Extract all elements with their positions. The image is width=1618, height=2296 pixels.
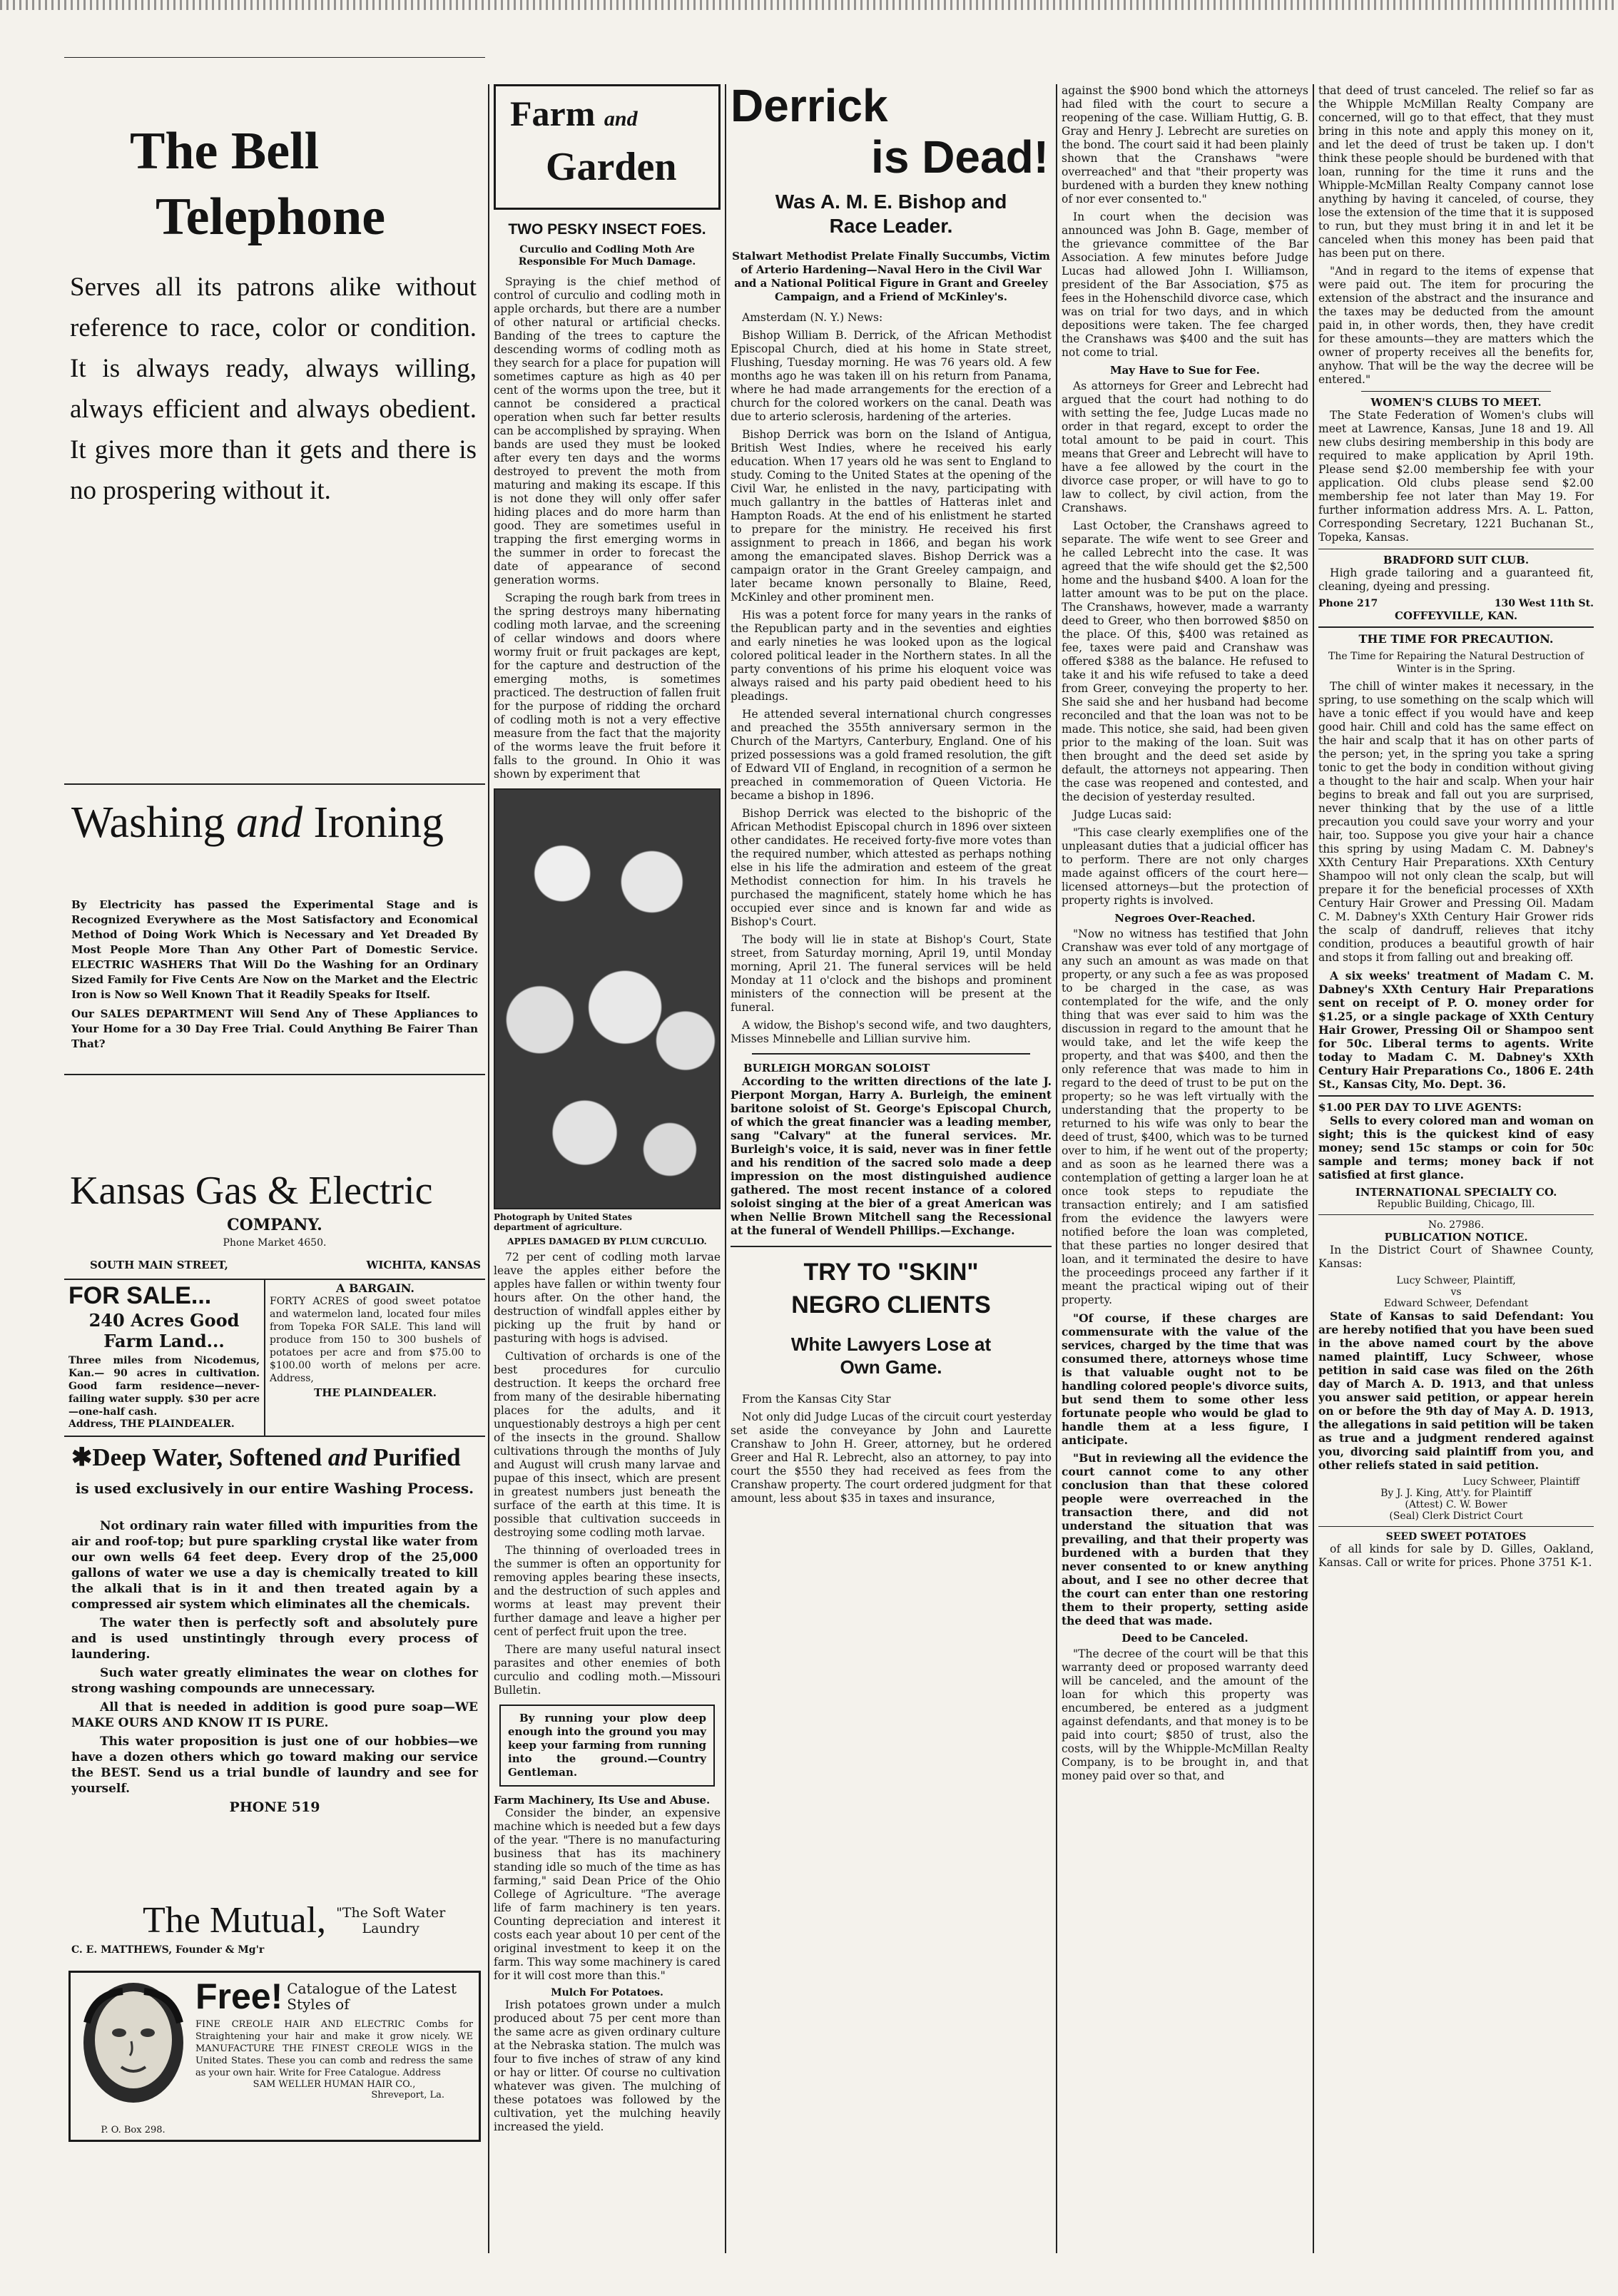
ad-bargain xyxy=(265,1280,485,1436)
derrick-paragraph: He attended several international church congresses and preached the 355th anniversary sermon in the Church of the Martyrs, Canterbury, England. One of his prized possessions was a gold framed resolution, the gift of Edward VII of England, in recognition of a sermon he preached in commemoration of Queen Victoria. He became a bishop in 1896. xyxy=(731,708,1052,802)
ad-kansas-phone: Phone Market 4650. xyxy=(223,1237,327,1249)
ad-mutual-tag-1: "The Soft Water xyxy=(336,1904,446,1921)
notice-signature: Lucy Schweer, Plaintiff xyxy=(1462,1476,1579,1488)
farm-box-note xyxy=(499,1705,715,1787)
ad-washing-title xyxy=(64,791,485,855)
court-paragraph: "But in reviewing all the evidence the court cannot come to any other conclusion than that these colored people were overreached in the transaction there, and did not understand the situation that was prevailing, and that their property was burdened with a burden that they never consented to or knew anything about, and I see no other decree that the court can enter than one restoring them to their property, setting aside the deed that was made. xyxy=(1062,1451,1308,1627)
ad-washing-paragraph: By Electricity has passed the Experimental Stage and is Recognized Everywhere as the Most Satisfactory and Economical Method of Doing Work Which is Necessary and Yet Dreaded By Most People More Than Any Other Part of Domestic Service. ELECTRIC WASHERS That Will Do the Washing for an Ordinary Sized Family for Five Cents Are Now on the Market and the Electric Iron is Now so Well Known That it Readily Speaks for Itself. xyxy=(71,898,478,1001)
ad-free-company: SAM WELLER HUMAN HAIR CO., xyxy=(253,2079,416,2090)
star-icon: ✱ xyxy=(71,1443,93,1471)
ad-kansas-address-row xyxy=(68,1259,481,1271)
farm-photo-caption: APPLES DAMAGED BY PLUM CURCULIO. xyxy=(507,1236,707,1246)
court-paragraph: "Of course, if these charges are commensurate with the value of the services, charged by the time that was consumed there, attorneys whose time is that valuable ought not to be handling colored people's divorce suits, but send them to some other less fortunate people who would be glad to handle them at a less figure, I anticipate. xyxy=(1062,1311,1308,1447)
farm-paragraph: Cultivation of orchards is one of the best procedures for curculio destruction. It keeps the orchard free from many of the desirable hibernating places for the adults, and it unquestionably destroys a high per cent of the insects in the ground. Shallow cultivations through the months of July and August will crush many larvae and pupae of this insect, which are present in greatest numbers just beneath the surface of the earth at this time. It is possible that cultivation succeeds in destroying some codling moth larvae. xyxy=(494,1350,721,1539)
ad-free-box: P. O. Box 298. xyxy=(101,2125,166,2135)
ad-water-title-a: Deep Water, Softened xyxy=(92,1443,328,1471)
ad-free-catalogue xyxy=(68,1971,481,2142)
agents-paragraph: Sells to every colored man and woman on sight; this is the quickest kind of easy money; send 15c stamps or coin for 50c sample and terms; money back if not satisfied at first glance. xyxy=(1318,1114,1594,1182)
decree-paragraph: "And in regard to the items of expense that were paid out. The item for procuring the extension of the abstract and the insurance and the taxes may be deducted from the amount paid in, in other words, then, they have credit for these amounts—they are matters which the owner of property receives all the benefits for, anyhow. That will be the way the decree will be entered." xyxy=(1318,265,1594,386)
derrick-subdeck: Stalwart Methodist Prelate Finally Succumbs, Victim of Arterio Hardening—Naval Hero in the Civil War and a National Political Figure in Grant and Greeley Campaign, and a Friend of McKinley's. xyxy=(732,250,1050,303)
ad-mutual-row xyxy=(71,1899,478,1941)
ad-mutual-founder: C. E. MATTHEWS, Founder & Mg'r xyxy=(71,1944,265,1956)
ad-for-sale xyxy=(64,1280,265,1436)
ad-kansas-address: SOUTH MAIN STREET, xyxy=(90,1259,228,1271)
notice-headline: PUBLICATION NOTICE. xyxy=(1384,1231,1528,1244)
farm-photo xyxy=(494,788,721,1209)
ad-for-sale-address: Address, THE PLAINDEALER. xyxy=(68,1418,235,1430)
divider xyxy=(1318,1526,1594,1527)
clubs-headline: WOMEN'S CLUBS TO MEET. xyxy=(1370,396,1542,409)
divider xyxy=(64,783,485,785)
court-paragraph: Last October, the Cranshaws agreed to separate. The wife went to see Greer and he called Lebrecht into the case. It was agreed that the wife should get the $2,500 home and the husband $400. A loan for the latter amount was to be put on the place. The Cranshaws, however, made a warranty deed to Greer, who then borrowed $850 on the place. Of this, $400 was retained as fee, taxes were paid and Cranshaw was offered $388 as the balance. He refused to take it and his wife refused to take a deed from Greer, conveying the property to her. She said she and her husband had become reconciled and that the loan was not to be made. This notice, she said, had been given prior to the making of the loan. Suit was then brought and the deed set aside by default, the attorneys not appearing. Then the case was reopened and contested, and the decision of yesterday resulted. xyxy=(1062,519,1308,803)
divider xyxy=(1318,626,1594,628)
court-paragraph: As attorneys for Greer and Lebrecht had argued that the court had nothing to do with setting the fee, Judge Lucas made no order in that regard, except to order the total amount to be paid in court. This means that Greer and Lebrecht will have to have a fee allowed by the court in the divorce case proper, or will have to go to law to collect, by civil action, from the Cranshaws. xyxy=(1062,380,1308,514)
portrait-illustration-icon xyxy=(80,1980,187,2115)
notice-body: State of Kansas to said Defendant: You are hereby notified that you have been sued in the above named court by the above named plaintiff, Lucy Schweer, whose petition in said case was filed on the 26th day of March A. D. 1913, and that unless you answer said petition, or appear herein on or before the 9th day of May A. D. 1913, the allegations in said petition will be taken as true and a judgment rendered against you, divorcing said plaintiff from you, and other reliefs stated in said petition. xyxy=(1318,1309,1594,1472)
suit-city: COFFEYVILLE, KAN. xyxy=(1394,609,1518,622)
notice-attest: (Attest) C. W. Bower xyxy=(1405,1499,1507,1510)
farm-machinery-head: Farm Machinery, Its Use and Abuse. xyxy=(494,1794,711,1807)
ad-for-sale-sub: 240 Acres Good xyxy=(88,1310,240,1331)
suit-address: 130 West 11th St. xyxy=(1494,598,1594,609)
ad-water-paragraph: Such water greatly eliminates the wear on clothes for strong washing compounds are unnecessary. xyxy=(71,1666,478,1696)
notice-vs: vs xyxy=(1450,1286,1462,1298)
ad-water-title xyxy=(71,1441,478,1474)
ad-mutual-tag-2: Laundry xyxy=(362,1920,419,1936)
burleigh-headline: BURLEIGH MORGAN SOLOIST xyxy=(743,1062,930,1075)
court-paragraph: Judge Lucas said: xyxy=(1073,808,1172,821)
farm-masthead-line2: Garden xyxy=(546,145,677,189)
derrick-paragraph: Amsterdam (N. Y.) News: xyxy=(742,311,883,324)
ad-mutual xyxy=(64,1885,485,1968)
derrick-paragraph: Bishop Derrick was elected to the bishopric of the African Methodist Episcopal church in 1896 over sixteen other candidates. He received forty-five more votes than the required number, which attested as perhaps nothing else in his life the admiration and esteem of the great Methodist connection for him. In his travels he purchased the magnificent, stately home which he has occupied ever since and is known far and wide as Bishop's Court. xyxy=(731,807,1052,928)
farm-masthead xyxy=(494,84,721,210)
farm-mulch-head: Mulch For Potatoes. xyxy=(551,1987,663,1998)
notice-defendant: Edward Schweer, Defendant xyxy=(1383,1298,1529,1309)
derrick-headline-2: is Dead! xyxy=(871,131,1049,183)
decree-paragraph: that deed of trust canceled. The relief so far as the Whipple McMillan Realty Company are concerned, will go to that effect, that they must bring in this note and apply this money on it, and let the deed of trust be taken up. I don't think these people should be burdened with that loan, running for the time it runs and the Whipple-McMillan Realty Company cannot lose anything by having it canceled, of course, they lose the extension of the time that it is supposed to run, but they must bring it in and let it be canceled when this money has been paid that has been put on there. xyxy=(1318,84,1594,260)
ad-water-title-c: Purified xyxy=(367,1443,461,1471)
column-rule xyxy=(725,84,726,2253)
ad-water-phone: PHONE 519 xyxy=(229,1799,320,1815)
ad-for-sale-sub: Farm Land... xyxy=(103,1331,225,1351)
farm-paragraph: Spraying is the chief method of control of curculio and codling moth in apple orchards, but there are a number of other natural or artificial checks. Banding of the trees to capture the descending worms of codling moth as they search for a place for pupation will sometimes capture as high as 40 per cent of the worms upon the tree, but it cannot be considered a practical operation when such far better results can be accomplished by spraying. When bands are used they must be looked after every ten days and the worms destroyed to prevent the moth from maturing and making its escape. If this is not done they will only offer safer hiding places and do more harm than good. They are sometimes useful in trapping the first emerging worms in the summer in order to forecast the date of appearance of second generation worms. xyxy=(494,275,721,586)
farm-masthead-word: Farm xyxy=(510,93,596,133)
ad-water-paragraph: The water then is perfectly soft and absolutely pure and is used unstintingly through every process of laundering. xyxy=(71,1616,478,1662)
ad-bell-body: Serves all its patrons alike without reference to race, color or condition. It is always ready, always willing, always efficient and always obedient. It gives more than it gets and there is no prospering without it. xyxy=(70,273,477,505)
court-paragraph: against the $900 bond which the attorneys had filed with the court to secure a reopening of the case. William Huttig, G. B. Gray and Henry J. Lebrecht are sureties on the bond. The court said it had been plainly shown that the Cranshaws "were overreached" and that "their property was burdened with a burden they knew nothing of nor ever consented to." xyxy=(1062,84,1308,205)
ad-bargain-body: FORTY ACRES of good sweet potatoe and watermelon land, located four miles from Topeka FOR SALE. This land will produce from 150 to 300 bushels of potatoes per acre and from $75.00 to $100.00 worth of melons per acre. Address, xyxy=(270,1296,481,1384)
divider xyxy=(1318,1214,1594,1215)
derrick-headline xyxy=(731,80,1052,183)
potatoes-paragraph: of all kinds for sale by D. Gilles, Oakland, Kansas. Call or write for prices. Phone 3751 K-1. xyxy=(1318,1543,1594,1569)
ad-free-portrait-col xyxy=(71,1973,195,2140)
ad-bell-title-line2: Telephone xyxy=(156,188,386,246)
derrick-deck xyxy=(731,190,1052,238)
ad-kansas-company-sub: COMPANY. xyxy=(227,1216,322,1234)
ad-water-title-b: and xyxy=(327,1443,367,1471)
misc-column xyxy=(1318,84,1594,2296)
farm-paragraph: Irish potatoes grown under a mulch produced about 75 per cent more than the same acre as given ordinary culture at the Nebraska station. The mulch was four to five inches of straw of any kind or hay or litter. Of course no cultivation whatever was given. The mulching of these potatoes was followed by the cultivation, yet the mulching heavily increased the yield. xyxy=(494,1998,721,2133)
suit-contact-row xyxy=(1318,598,1594,609)
ad-free-header xyxy=(195,1977,473,2016)
ad-mutual-name: The Mutual, xyxy=(143,1900,327,1941)
ad-free-text xyxy=(195,1973,479,2140)
skin-headline xyxy=(731,1256,1052,1321)
skin-paragraph: From the Kansas City Star xyxy=(742,1393,891,1406)
farm-headline: TWO PESKY INSECT FOES. xyxy=(508,221,706,238)
ad-water-body xyxy=(71,1518,478,1797)
ad-kansas-gas xyxy=(64,783,485,2142)
column-rule xyxy=(488,84,489,2253)
clubs-paragraph: The State Federation of Women's clubs will meet at Lawrence, Kansas, June 18 and 19. All new clubs desiring membership in this body are required to make application by April 19th. Please send $2.00 membership fee with your application. Old clubs please send $2.00 membership fee not later than May 19. For further information address Mrs. A. L. Patton, Corresponding Secretary, 1221 Buchanan St., Topeka, Kansas. xyxy=(1318,409,1594,544)
ad-bargain-address: THE PLAINDEALER. xyxy=(314,1386,437,1399)
ad-free-city: Shreveport, La. xyxy=(371,2090,444,2101)
farm-paragraph: The thinning of overloaded trees in the summer is often an opportunity for removing apples bearing these insects, and the destruction of such apples and worms at least may prevent their further damage and leave a higher per cent of perfect fruit upon the tree. xyxy=(494,1544,721,1638)
ad-washing-body xyxy=(71,898,478,1052)
ad-mutual-tag xyxy=(336,1905,445,1936)
derrick-headline-1: Derrick xyxy=(731,80,888,131)
farm-masthead-and: and xyxy=(604,107,638,131)
court-subhead: Deed to be Canceled. xyxy=(1121,1632,1248,1645)
agents-address: Republic Building, Chicago, Ill. xyxy=(1377,1199,1535,1210)
ad-water-sub: is used exclusively in our entire Washing Process. xyxy=(75,1480,474,1497)
farm-deck: Curculio and Codling Moth Are Responsible For Much Damage. xyxy=(518,244,696,268)
divider xyxy=(752,1053,1030,1055)
ad-for-sale-body: Three miles from Nicodemus, Kan.— 90 acres in cultivation. Good farm residence—never-failing water supply. $30 per acre—one-half cash. xyxy=(68,1355,260,1418)
derrick-column xyxy=(731,80,1052,2292)
court-subhead: May Have to Sue for Fee. xyxy=(1109,364,1260,377)
notice-attorney: By J. J. King, Att'y. for Plaintiff xyxy=(1380,1488,1532,1499)
notice-plaintiff: Lucy Schweer, Plaintiff, xyxy=(1396,1275,1516,1286)
column-rule xyxy=(1313,84,1314,2253)
ad-bargain-title: A BARGAIN. xyxy=(336,1281,414,1295)
skin-paragraph: Not only did Judge Lucas of the circuit court yesterday set aside the conveyance by John and Laurette Cranshaw to John H. Greer, attorney, but he ordered Greer and Hal R. Lebrecht, also an attorney, to pay into court the $550 they had received as fees from the Cranshaw property. The court ordered judgment for that amount, less about $35 in taxes and insurance, xyxy=(731,1411,1052,1505)
derrick-paragraph: A widow, the Bishop's second wife, and two daughters, Misses Minnebelle and Lillian survive him. xyxy=(731,1019,1052,1045)
agents-company: INTERNATIONAL SPECIALTY CO. xyxy=(1355,1186,1557,1199)
ad-washing-paragraph: Our SALES DEPARTMENT Will Send Any of These Appliances to Your Home for a 30 Day Free Trial. Could Anything Be Fairer Than That? xyxy=(71,1007,478,1050)
ad-water-paragraph: Not ordinary rain water filled with impurities from the air and roof-top; but pure sparkling crystal like water from our own wells 64 feet deep. Every drop of the 25,000 gallons of water we use a day is chemically treated to kill the alkali that is in it and then treated again by a compressed air system which eliminates all the chemicals. xyxy=(71,1519,478,1612)
time-paragraph: The chill of winter makes it necessary, in the spring, to use something on the scalp which will have a tonic effect if you would have and keep good hair. Chill and cold has the same effect on the hair and scalp that it has on other parts of the person; yet, in the spring you take a spring tonic to get the body in condition without giving a thought to the hair and scalp. When your hair begins to break and fall out you are surprised, never thinking that by the use of a little precaution you could save your worry and your hair, too. Suppose you give your hair a chance this spring by using Madam C. M. Dabney's XXth Century Hair Preparations. XXth Century Shampoo will not only clean the scalp, but will prepare it for the beneficial processes of XXth Century Hair Grower and Pressing Oil. Madam C. M. Dabney's XXth Century Hair Grower rids the scalp of dandruff, relieves that itchy condition, produces a beautiful growth of hair and stops it from falling out and breaking off. xyxy=(1318,680,1594,964)
court-subhead: Negroes Over-Reached. xyxy=(1114,912,1256,925)
newspaper-page xyxy=(64,41,1598,2267)
derrick-paragraph: His was a potent force for many years in the ranks of the Republican party and in the seventies and eighties and early nineties he was looked upon as the logical colored political leader in the Northern states. In all the party conventions of his prime his eloquent voice was always raised and his party paid obedient heed to his pleadings. xyxy=(731,609,1052,703)
potatoes-headline: SEED SWEET POTATOES xyxy=(1385,1531,1527,1543)
classified-row xyxy=(64,1280,485,1436)
apples-photo-icon xyxy=(495,790,719,1208)
farm-box-note-text: By running your plow deep enough into the ground you may keep your farming from running into the ground.—Country Gentleman. xyxy=(508,1712,706,1779)
column-rule xyxy=(1056,84,1057,2253)
skin-deck-2: Own Game. xyxy=(840,1356,942,1378)
farm-masthead-line1 xyxy=(503,91,711,142)
derrick-deck-2: Race Leader. xyxy=(829,215,953,237)
divider xyxy=(1361,391,1551,392)
ad-kansas-city: WICHITA, KANSAS xyxy=(366,1259,481,1271)
derrick-paragraph: The body will lie in state at Bishop's Court, State street, from Saturday morning, April 19, until Monday morning, April 21. The funeral services will be held Monday at 11 o'clock and the bishops and prominent ministers of the connection will be present at the funeral. xyxy=(731,933,1052,1014)
ad-water-paragraph: This water proposition is just one of our hobbies—we have a dozen others which go toward making our service the BEST. Send us a trial bundle of laundry and see for yourself. xyxy=(71,1734,478,1796)
ad-deep-water xyxy=(64,1437,485,1885)
farm-paragraph: Scraping the rough bark from trees in the spring destroys many hibernating codling moth larvae, and the screening of cellar windows and doors where wormy fruit or fruit packages are kept, for the capture and destruction of the emerging moths, is sometimes practiced. The destruction of fallen fruit for the purpose of ridding the orchard of codling moth is not a very effective measure from the fact that the majority of the worms leave the fruit before it falls to the ground. In Ohio it was shown by experiment that xyxy=(494,591,721,781)
notice-court: In the District Court of Shawnee County, Kansas: xyxy=(1318,1244,1594,1270)
skin-deck-1: White Lawyers Lose at xyxy=(790,1334,992,1355)
ad-washing-title-b: and xyxy=(235,798,302,847)
skin-headline-2: NEGRO CLIENTS xyxy=(791,1291,991,1319)
skin-headline-1: TRY TO "SKIN" xyxy=(803,1259,979,1286)
derrick-paragraph: Bishop William B. Derrick, of the African Methodist Episcopal Church, died at his home in State street, Flushing, Tuesday morning. He was 76 years old. A few months ago he was taken ill on his return from Panama, where he had made arrangements for the erection of a church for the colored workers on the canal. Death was due to arterio sclerosis, hardening of the arteries. xyxy=(731,329,1052,423)
skin-deck xyxy=(731,1333,1052,1378)
court-paragraph: "The decree of the court will be that this warranty deed or proposed warranty deed will be canceled, and the amount of the loan for which this property was encumbered, be entered as a judgment against defendants, and that money is to be paid into court; $850 of trust, also the costs, will by the Whipple-McMillan Realty Company, is to be brought in, and that money paid over so that, and xyxy=(1062,1647,1308,1782)
time-headline: THE TIME FOR PRECAUTION. xyxy=(1358,632,1554,646)
farm-paragraph: 72 per cent of codling moth larvae leave the apples either before the apples have fallen or within twenty four hours after. On the other hand, the destruction of windfall apples either by picking up the fruit by hand or pasturing with hogs is advised. xyxy=(494,1251,721,1345)
time-paragraph: A six weeks' treatment of Madam C. M. Dabney's XXth Century Hair Preparations sent on receipt of P. O. money order for $1.25, or a single package of XXth Century Hair Grower, Pressing Oil or Shampoo sent for 50c. Liberal terms to agents. Write today to Madam C. M. Dabney's XXth Century Hair Preparations Co., 1806 E. 24th St., Kansas City, Mo. Dept. 36. xyxy=(1318,969,1594,1091)
divider xyxy=(1318,1095,1594,1097)
notice-number: No. 27986. xyxy=(1428,1219,1485,1231)
ad-washing-title-c: Ironing xyxy=(302,798,444,847)
agents-headline: $1.00 PER DAY TO LIVE AGENTS: xyxy=(1318,1101,1522,1114)
derrick-paragraph: Bishop Derrick was born on the Island of Antigua, British West Indies, where he received his early education. When 17 years old he was sent to England to study. Coming to the United States at the opening of the Civil War, he enlisted in the navy, participating with much gallantry in the battles of Hatteras inlet and Hampton Roads. At the end of his enlistment he started to prepare for the ministry. He received his first assignment to preach in 1866, and began his work among the emancipated slaves. Bishop Derrick was a campaign orator in the Grant Greeley campaign, and later became known personally to Blaine, Reed, McKinley and other prominent men. xyxy=(731,428,1052,604)
divider xyxy=(731,1246,1052,1247)
derrick-deck-1: Was A. M. E. Bishop and xyxy=(775,191,1007,213)
notice-clerk: (Seal) Clerk District Court xyxy=(1389,1510,1523,1522)
top-scan-edge xyxy=(0,0,1618,10)
ad-water-paragraph: All that is needed in addition is good pure soap—WE MAKE OURS AND KNOW IT IS PURE. xyxy=(71,1700,478,1730)
ad-washing-title-a: Washing xyxy=(71,798,236,847)
farm-garden-column xyxy=(494,84,721,2296)
ad-free-title: Free! xyxy=(195,1976,283,2016)
court-column xyxy=(1062,84,1308,2296)
time-deck: The Time for Repairing the Natural Destruction of Winter is in the Spring. xyxy=(1328,651,1584,675)
ad-kansas-company: Kansas Gas & Electric xyxy=(70,1169,433,1213)
ad-bell-title-line1: The Bell xyxy=(130,122,320,181)
court-paragraph: "This case clearly exemplifies one of the unpleasant duties that a judicial officer has to perform. There are not only charges made against officers of the court here—licensed attorneys—but the protection of property rights is involved. xyxy=(1062,826,1308,907)
suit-phone: Phone 217 xyxy=(1318,598,1378,609)
ad-for-sale-title: FOR SALE... xyxy=(68,1282,212,1309)
farm-paragraph: Consider the binder, an expensive machine which is needed but a few days of the year. "There is no manufacturing business that has its machinery standing idle so much of the time as has farming," said Dean Price of the Ohio College of Agriculture. "The average life of farm machinery is ten years. Counting depreciation and interest it costs each year about 10 per cent of the original investment to keep it on the farm. This way some machinery is cared for it will cost more than this." xyxy=(494,1807,721,1982)
ad-free-body: FINE CREOLE HAIR AND ELECTRIC Combs for Straightening your hair and make it grow nicely. WE MANUFACTURE THE FINEST CREOLE WIGS in the United States. These you can comb and redress the same as your own hair. Write for Free Catalogue. Address xyxy=(195,2019,473,2078)
ad-free-title-side: Catalogue of the Latest Styles of xyxy=(287,1980,457,2013)
farm-photo-credit: Photograph by United States department of agriculture. xyxy=(494,1212,633,1232)
burleigh-paragraph: According to the written directions of the late J. Pierpont Morgan, Harry A. Burleigh, the eminent baritone soloist of St. George's Episcopal Church, of which the great financier was a leading member, sang "Calvary" at the funeral services. Mr. Burleigh's voice, it is said, never was in finer fettle and his rendition of the sacred solo made a deep impression on the most distinguished audience gathered. The most recent instance of a colored soloist singing at the bier of a great American was when Nellie Brown Mitchell sang the Recessional at the funeral of Wendell Phillips.—Exchange. xyxy=(731,1075,1052,1237)
suit-paragraph: High grade tailoring and a guaranteed fit, cleaning, dyeing and pressing. xyxy=(1318,567,1594,593)
court-paragraph: In court when the decision was announced was John B. Gage, member of the grievance committee of the Bar Association. A few minutes before Judge Lucas had allowed John I. Williamson, president of the Bar Association, $75 as fees in the Hohenschild divorce case, which was on trial for two days, and in which depositions were taken. The fee charged the Cranshaws was $400 and the suit has not come to trial. xyxy=(1062,210,1308,359)
court-paragraph: "Now no witness has testified that John Cranshaw was ever told of any mortgage of any such an amount as was made on that property, or any such a fee as was proposed to be charged in the case, as was contemplated for the wife, and the only thing that was ever said to him was the discussion in regard to the amount that he would take, and let the wife keep the property, and that was $400, and then the only reference that was made to him in regard to the deed of trust to be put on the property; so he was left virtually with the understanding that the property to be returned to his wife was only to bear the deed of trust, $400, which was to be turned over to him, if he went out of the property; and as soon as he learned there was a contemplation of getting a larger loan he at once took steps to repudiate the transaction entirely; and I am satisfied from the evidence the lawyers were notified before the loan was completed, that these parties no longer desired that loan, and it terminated the desire to have the proceedings proceed any farther if it meant the practical wiping out of their property. xyxy=(1062,928,1308,1306)
farm-paragraph: There are many useful natural insect parasites and other enemies of both curculio and codling moth.—Missouri Bulletin. xyxy=(494,1643,721,1697)
suit-headline: BRADFORD SUIT CLUB. xyxy=(1383,554,1530,567)
